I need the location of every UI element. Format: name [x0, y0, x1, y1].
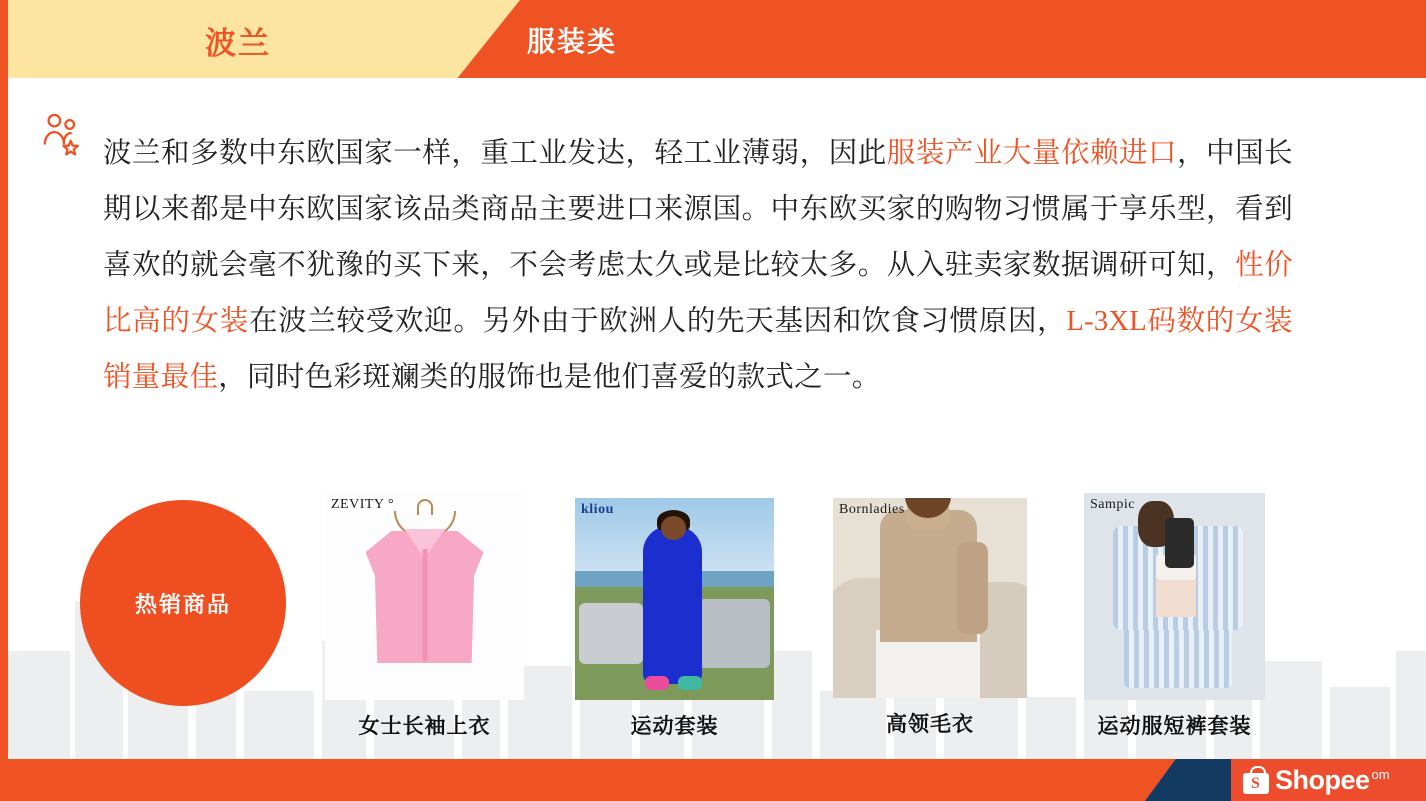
product-card-2[interactable] [833, 498, 1027, 738]
paragraph-text-2: ，中国长期以来都是中东欧国家该品类商品主要进口来源国。中东欧买家的购物习惯属于享乐型，看到喜欢的就会毫不犹豫的买下来，不会考虑太久或是比较太多。从入驻卖家数据调研可知， [103, 138, 1293, 281]
paragraph-highlight-1: 服装产业大量依赖进口 [886, 138, 1178, 169]
product-image-2 [833, 498, 1027, 698]
product-image-1 [575, 498, 774, 700]
product-caption-2: 高领毛衣 [886, 713, 974, 736]
product-card-0[interactable] [325, 493, 524, 740]
product-card-3[interactable] [1084, 493, 1265, 740]
header-category-label: 服装类 [527, 26, 618, 57]
hot-products-badge [80, 500, 286, 706]
paragraph-highlight-3: 性价比高的女装 [103, 250, 1294, 337]
body-paragraph [103, 126, 1293, 406]
product-brandtag-2: Bornladies [839, 502, 905, 517]
photo-shorts [1124, 621, 1233, 687]
photo-model-shoe-left [645, 676, 669, 690]
photo-sofa-left [579, 603, 643, 664]
bag-letter-s: S [1251, 775, 1260, 792]
photo-phone [1165, 518, 1194, 568]
product-brandtag-0: ZEVITY ° [331, 497, 395, 512]
paragraph-text-6: ，同时色彩斑斓类的服饰也是他们喜爱的款式之一。 [218, 362, 881, 393]
shopee-logo [1231, 759, 1426, 801]
header-country-label: 波兰 [205, 26, 271, 61]
product-caption-0: 女士长袖上衣 [358, 715, 491, 738]
product-brandtag-1: kliou [581, 502, 614, 517]
photo-model-shoe-right [678, 676, 702, 690]
people-star-icon [40, 112, 86, 158]
product-caption-1: 运动套装 [630, 715, 719, 738]
product-caption-3: 运动服短裤套装 [1097, 715, 1252, 738]
paragraph-text-4: 在波兰较受欢迎。另外由于欧洲人的先天基因和饮食习惯原因， [248, 306, 1067, 337]
product-card-1[interactable] [575, 498, 774, 740]
product-image-3 [1084, 493, 1265, 700]
shopping-bag-icon [1243, 766, 1269, 794]
photo-sofa-right [698, 599, 770, 668]
hot-products-label: 热销商品 [134, 591, 231, 617]
left-accent-rail [0, 0, 8, 801]
product-brandtag-3: Sampic [1090, 497, 1135, 512]
photo-model-arm [957, 542, 988, 634]
product-image-0 [325, 493, 524, 700]
shopee-wordmark: Shopee [1275, 764, 1370, 795]
paragraph-highlight-5: L-3XL码数的女装销量最佳 [103, 306, 1293, 393]
shopee-domain-suffix: om [1371, 767, 1390, 782]
blouse-placket-shape [422, 549, 427, 661]
paragraph-text-0: 波兰和多数中东欧国家一样，重工业发达，轻工业薄弱，因此 [103, 138, 887, 169]
photo-model-body [643, 526, 703, 684]
